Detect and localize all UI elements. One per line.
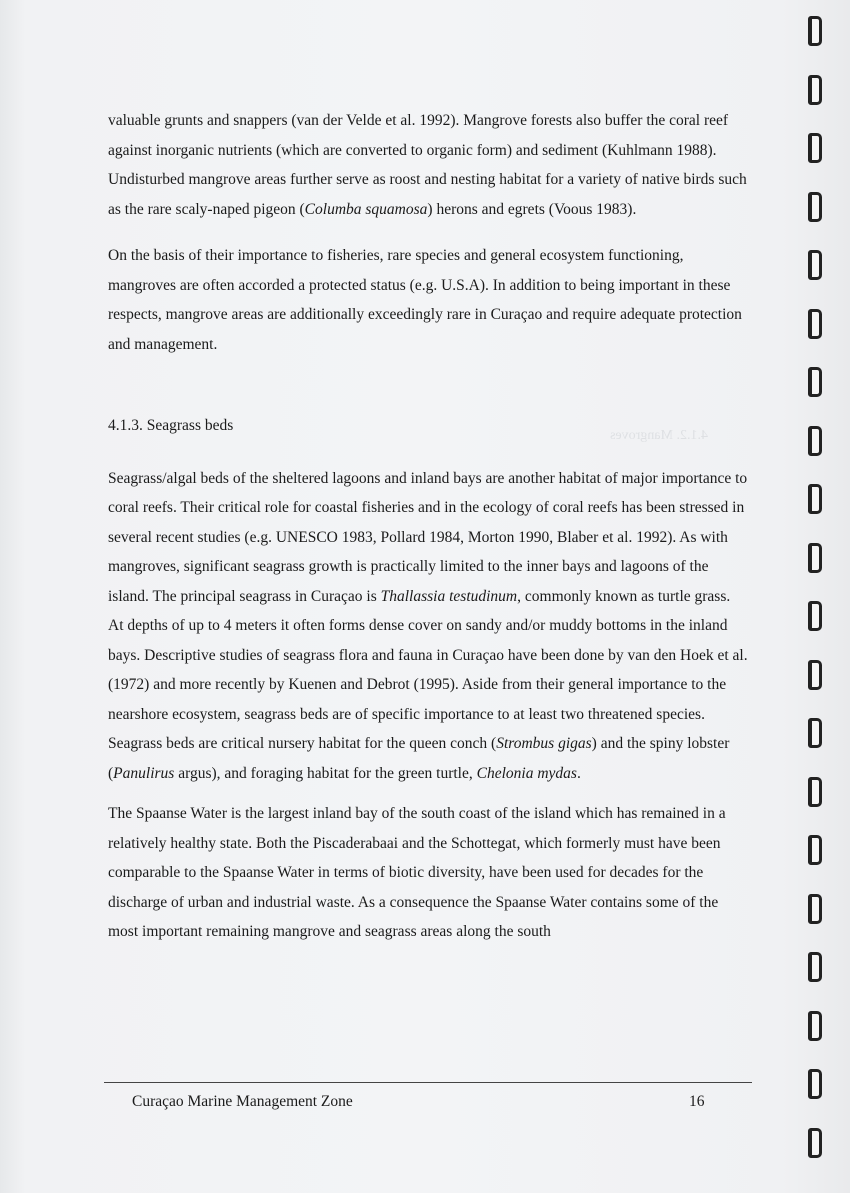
binding-ring	[808, 192, 822, 222]
italic-term: Chelonia mydas	[476, 764, 577, 782]
binding-ring	[808, 718, 822, 748]
italic-term: Panulirus	[113, 764, 175, 782]
binding-ring	[808, 660, 822, 690]
text-run: , commonly known as turtle grass. At depths of up to 4 meters it often forms dense cover on sandy and/or muddy bottoms in the inland bays. Descriptive studies of seagrass flora and fauna in Curaçao have been done by van den Hoek et al. (1972) and more recently by Kuenen and Debrot (1995). Aside from their general importance to the nearshore ecosystem, seagrass beds are of specific importance to at least two threatened species. Seagrass beds are critical nursery habitat for the queen conch (	[108, 587, 748, 752]
text-run: On the basis of their importance to fisheries, rare species and general ecosystem functioning, mangroves are often accorded a protected status (e.g. U.S.A). In addition to being important in these respects, mangrove areas are additionally exceedingly rare in Curaçao and require adequate protection and management.	[108, 247, 742, 353]
text-run: The Spaanse Water is the largest inland bay of the south coast of the island which has remained in a relatively healthy state. Both the Piscaderabaai and the Schottegat, which formerly must have been comparable to the Spaanse Water in terms of biotic diversity, have been used for decades for the discharge of urban and industrial waste. As a consequence the Spaanse Water contains some of the most important remaining mangrove and seagrass areas along the south	[108, 805, 726, 940]
footer-divider	[104, 1082, 752, 1083]
binding-ring	[808, 250, 822, 280]
italic-term: Columba squamosa	[304, 200, 428, 218]
binding-ring	[808, 1128, 822, 1158]
page-number: 16	[689, 1093, 705, 1110]
binding-ring	[808, 309, 822, 339]
binding-ring	[808, 1011, 822, 1041]
show-through-text: 4.1.2. Mangroves	[610, 428, 708, 443]
text-run: Seagrass/algal beds of the sheltered lagoons and inland bays are another habitat of major importance to coral reefs. Their critical role for coastal fisheries and in the ecology of coral reefs has been stressed in several recent studies (e.g. UNESCO 1983, Pollard 1984, Morton 1990, Blaber et al. 1992). As with mangroves, significant seagrass growth is practically limited to the inner bays and lagoons of the island. The principal seagrass in Curaçao is	[108, 469, 748, 605]
spiral-binding	[804, 12, 834, 1182]
binding-ring	[808, 484, 822, 514]
text-run: .	[576, 764, 581, 782]
binding-ring	[808, 426, 822, 456]
binding-ring	[808, 75, 822, 105]
binding-ring	[808, 16, 822, 46]
binding-ring	[808, 777, 822, 807]
paragraph-mangrove-habitat	[108, 106, 748, 224]
paragraph-mangrove-protection	[108, 241, 748, 359]
binding-ring	[808, 367, 822, 397]
binding-ring	[808, 894, 822, 924]
footer-title: Curaçao Marine Management Zone	[132, 1093, 353, 1110]
italic-term: Strombus gigas	[496, 735, 592, 752]
binding-ring	[808, 952, 822, 982]
paragraph-spaanse-water	[108, 799, 748, 947]
section-heading: 4.1.3. Seagrass beds	[108, 417, 234, 434]
text-run: valuable grunts and snappers (van der Velde et al. 1992). Mangrove forests also buffer the coral reef against inorganic nutrients (which are converted to organic form) and sediment (Kuhlmann 1988). Undisturbed mangrove areas further serve as roost and nesting habitat for a variety of native birds such as the rare scaly-naped pigeon (	[108, 112, 747, 218]
binding-ring	[808, 1069, 822, 1099]
binding-ring	[808, 835, 822, 865]
text-run: ) and the spiny lobster (	[108, 735, 730, 782]
binding-ring	[808, 601, 822, 631]
italic-term: Thallassia testudinum	[380, 587, 518, 605]
binding-ring	[808, 543, 822, 573]
page-body	[108, 106, 748, 947]
text-run: ) herons and egrets (Voous 1983).	[427, 200, 637, 218]
paragraph-seagrass-beds	[108, 464, 748, 789]
text-run: argus), and foraging habitat for the green turtle,	[174, 764, 477, 782]
binding-ring	[808, 133, 822, 163]
